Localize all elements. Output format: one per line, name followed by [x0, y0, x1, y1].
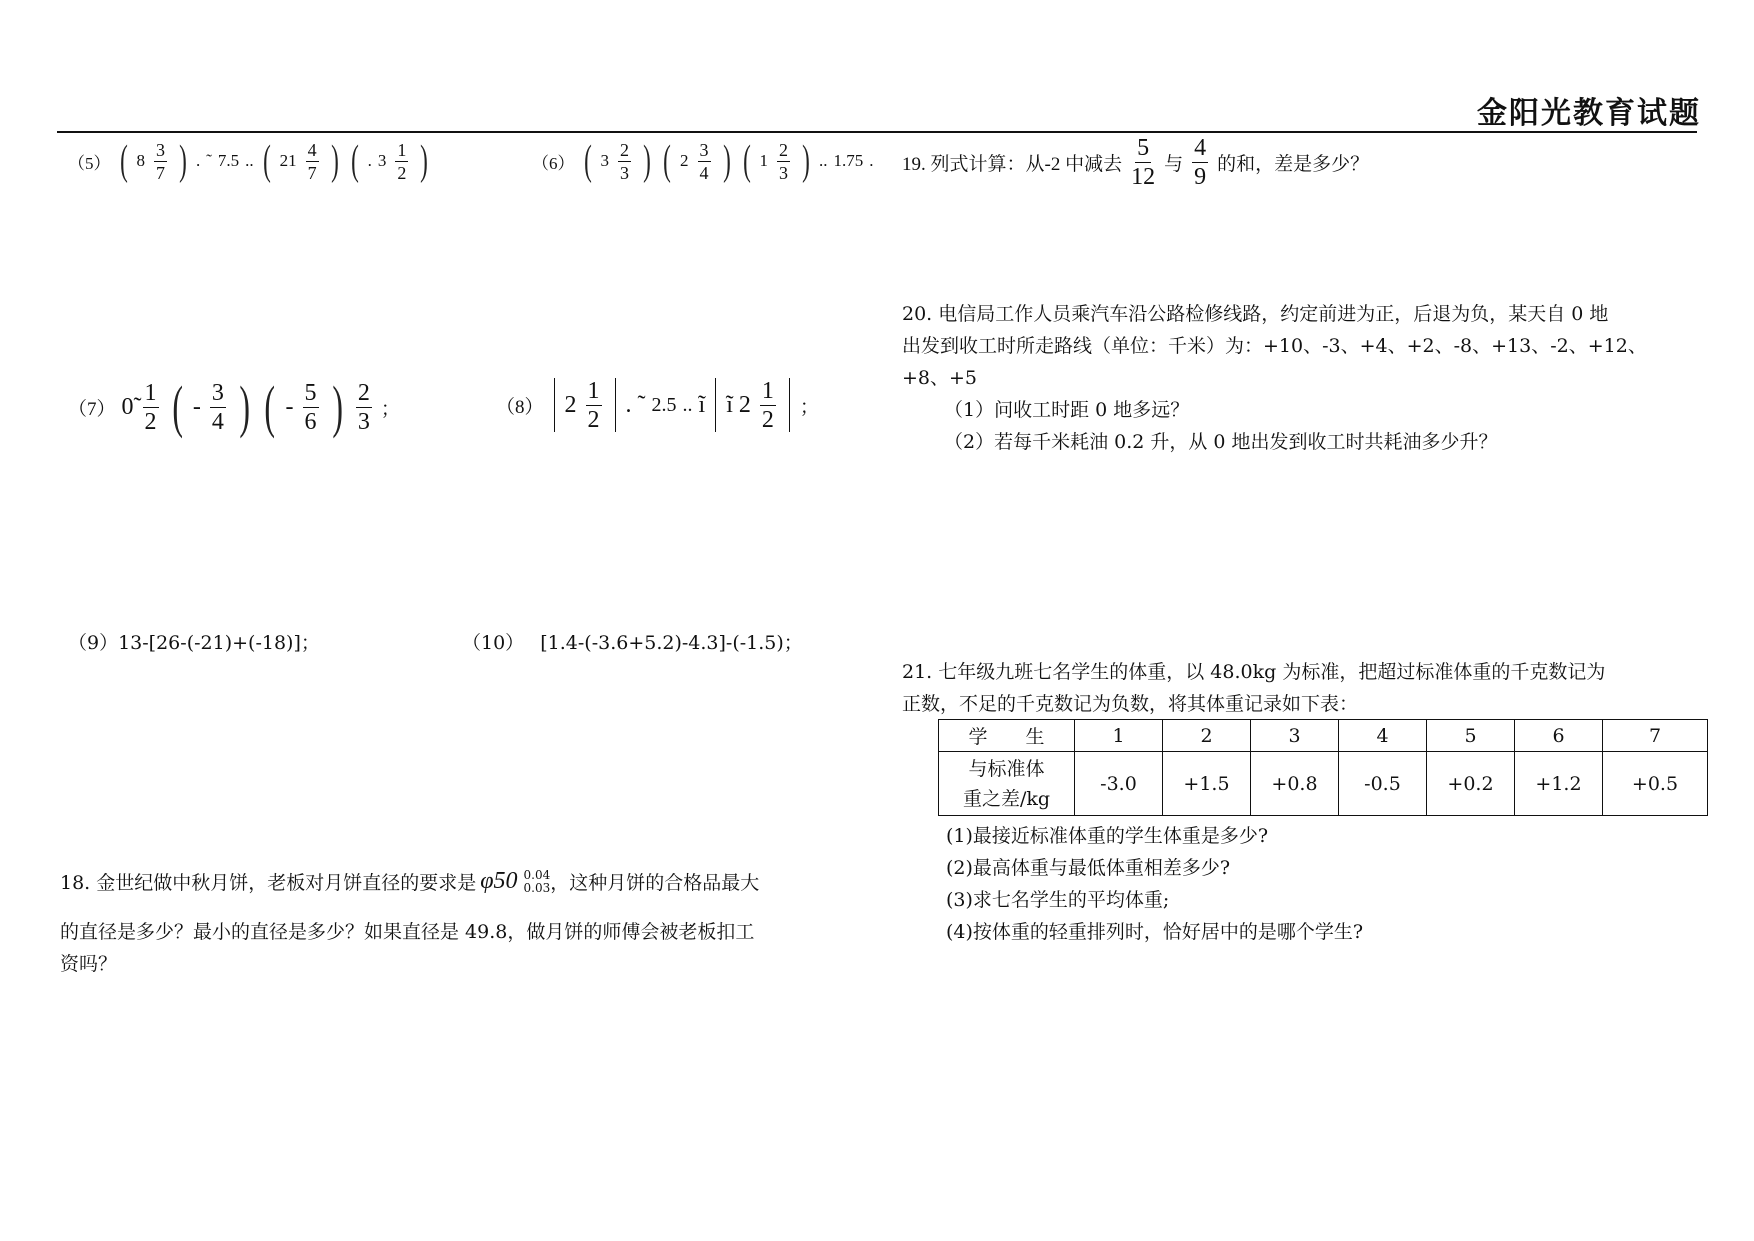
header-rule: [57, 131, 1697, 133]
problem-19: 19. 列式计算：从-2 中减去 $\frac{5}{12}$ 与 $\frac{4}{9}$ 的和，差是多少？: [902, 135, 1370, 190]
problem-21: [902, 656, 1605, 720]
problem-21-sub-3: (3)求七名学生的平均体重;: [946, 889, 1170, 911]
problem-20: [902, 298, 1647, 458]
problem-21-line-2: 正数，不足的千克数记为负数，将其体重记录如下表：: [902, 693, 1359, 715]
fraction: $\frac{2}{3}$: [620, 139, 629, 183]
problem-21-subquestions: [946, 820, 1363, 948]
problem-5: （5） ( 8 $\frac{3}{7}$ ) . ˜ 7.5 .. ( 21 $\frac{4}{7}$ ) ( . 3 $\frac{1}{2}$ ): [68, 138, 429, 184]
table-cell: 2: [1163, 720, 1251, 752]
table-cell: -0.5: [1339, 752, 1427, 816]
problem-8: （8） 2 $\frac{1}{2}$ . ˜ 2.5 .. ĩ ĩ 2 $\frac{1}{2}$ ；: [496, 377, 819, 433]
table-cell: 1: [1075, 720, 1163, 752]
table-cell: 6: [1515, 720, 1603, 752]
problem-6: （6） ( 3 $\frac{2}{3}$ ) ( 2 $\frac{3}{4}$ ) ( 1 $\frac{2}{3}$ ) .. 1.75 .: [532, 138, 874, 184]
abs-bar: [615, 378, 616, 432]
fraction: $\frac{4}{7}$: [307, 139, 317, 183]
abs-bar: [715, 378, 716, 432]
problem-18-line-2: 的直径是多少？最小的直径是多少？如果直径是 49.8，做月饼的师傅会被老板扣工: [60, 921, 755, 943]
problem-20-sub-1: （1）问收工时距 0 地多远？: [944, 399, 1190, 421]
fraction: $\frac{3}{7}$: [156, 139, 165, 183]
problem-5-label: （5）: [68, 153, 111, 173]
fraction: $\frac{1}{2}$: [144, 379, 157, 435]
abs-bar: [554, 378, 555, 432]
table-cell: 3: [1251, 720, 1339, 752]
table-cell: +0.2: [1427, 752, 1515, 816]
abs-bar: [789, 378, 790, 432]
problem-18-line-1: 18. 金世纪做中秋月饼，老板对月饼直径的要求是 φ50 0.04 0.03 ，这种月饼的合格品最大: [60, 867, 760, 895]
problem-21-sub-4: (4)按体重的轻重排列时，恰好居中的是哪个学生?: [946, 921, 1364, 943]
weight-table: [938, 719, 1708, 816]
table-row: [939, 720, 1708, 752]
problem-19-text-a: 19. 列式计算：从-2 中减去: [902, 154, 1123, 175]
problem-9: （9）13-[26-(-21)+(-18)]；: [68, 632, 320, 654]
fraction: $\frac{2}{3}$: [357, 379, 370, 435]
table-cell: +1.2: [1515, 752, 1603, 816]
problem-20-line-1: 20. 电信局工作人员乘汽车沿公路检修线路，约定前进为正，后退为负，某天自 0 地: [902, 303, 1609, 325]
fraction: $\frac{2}{3}$: [779, 139, 788, 183]
fraction: $\frac{1}{2}$: [397, 139, 407, 183]
problem-18-line-3: 资吗？: [60, 953, 118, 975]
table-cell: +0.5: [1603, 752, 1708, 816]
problem-7: （7） 0̃ $\frac{1}{2}$ ( - $\frac{3}{4}$ ) ( - $\frac{5}{6}$ ) $\frac{2}{3}$ ；: [68, 374, 400, 439]
table-cell: +1.5: [1163, 752, 1251, 816]
problem-6-label: （6）: [532, 153, 575, 173]
table-header-cell: 与标准体 重之差/kg: [939, 752, 1075, 816]
tolerance: 0.04 0.03: [523, 867, 551, 895]
fraction: $\frac{3}{4}$: [699, 139, 709, 183]
page-header-title: 金阳光教育试题: [1477, 96, 1701, 131]
fraction: $\frac{1}{2}$: [761, 377, 774, 433]
problem-20-sub-2: （2）若每千米耗油 0.2 升，从 0 地出发到收工时共耗油多少升？: [944, 431, 1498, 453]
problem-10-expression: [1.4-(-3.6+5.2)-4.3]-(-1.5)；: [540, 632, 803, 654]
problem-21-line-1: 21. 七年级九班七名学生的体重，以 48.0kg 为标准，把超过标准体重的千克数记为: [902, 661, 1606, 683]
problem-7-label: （7）: [68, 398, 116, 420]
problem-19-text-b: 的和，差是多少？: [1217, 154, 1370, 175]
fraction: $\frac{3}{4}$: [211, 379, 224, 435]
problem-8-label: （8）: [496, 396, 544, 418]
fraction: $\frac{1}{2}$: [587, 377, 600, 433]
problem-20-line-3: +8、+5: [902, 367, 978, 389]
problem-20-line-2: 出发到收工时所走路线（单位：千米）为：+10、-3、+4、+2、-8、+13、-2、+12、: [902, 335, 1647, 357]
problem-10: [462, 628, 803, 655]
problem-10-label: （10）: [462, 632, 525, 654]
fraction: $\frac{5}{12}$: [1131, 135, 1156, 190]
table-cell: 4: [1339, 720, 1427, 752]
table-cell: +0.8: [1251, 752, 1339, 816]
fraction: $\frac{5}{6}$: [304, 379, 317, 435]
problem-21-sub-1: (1)最接近标准体重的学生体重是多少?: [946, 825, 1269, 847]
table-cell: -3.0: [1075, 752, 1163, 816]
table-header-cell: 学 生: [939, 720, 1075, 752]
table-row: [939, 752, 1708, 816]
diameter-symbol: φ50: [480, 868, 518, 894]
table-cell: 5: [1427, 720, 1515, 752]
problem-18-rest: [60, 916, 754, 980]
table-cell: 7: [1603, 720, 1708, 752]
problem-21-sub-2: (2)最高体重与最低体重相差多少?: [946, 857, 1231, 879]
fraction: $\frac{4}{9}$: [1194, 135, 1207, 190]
